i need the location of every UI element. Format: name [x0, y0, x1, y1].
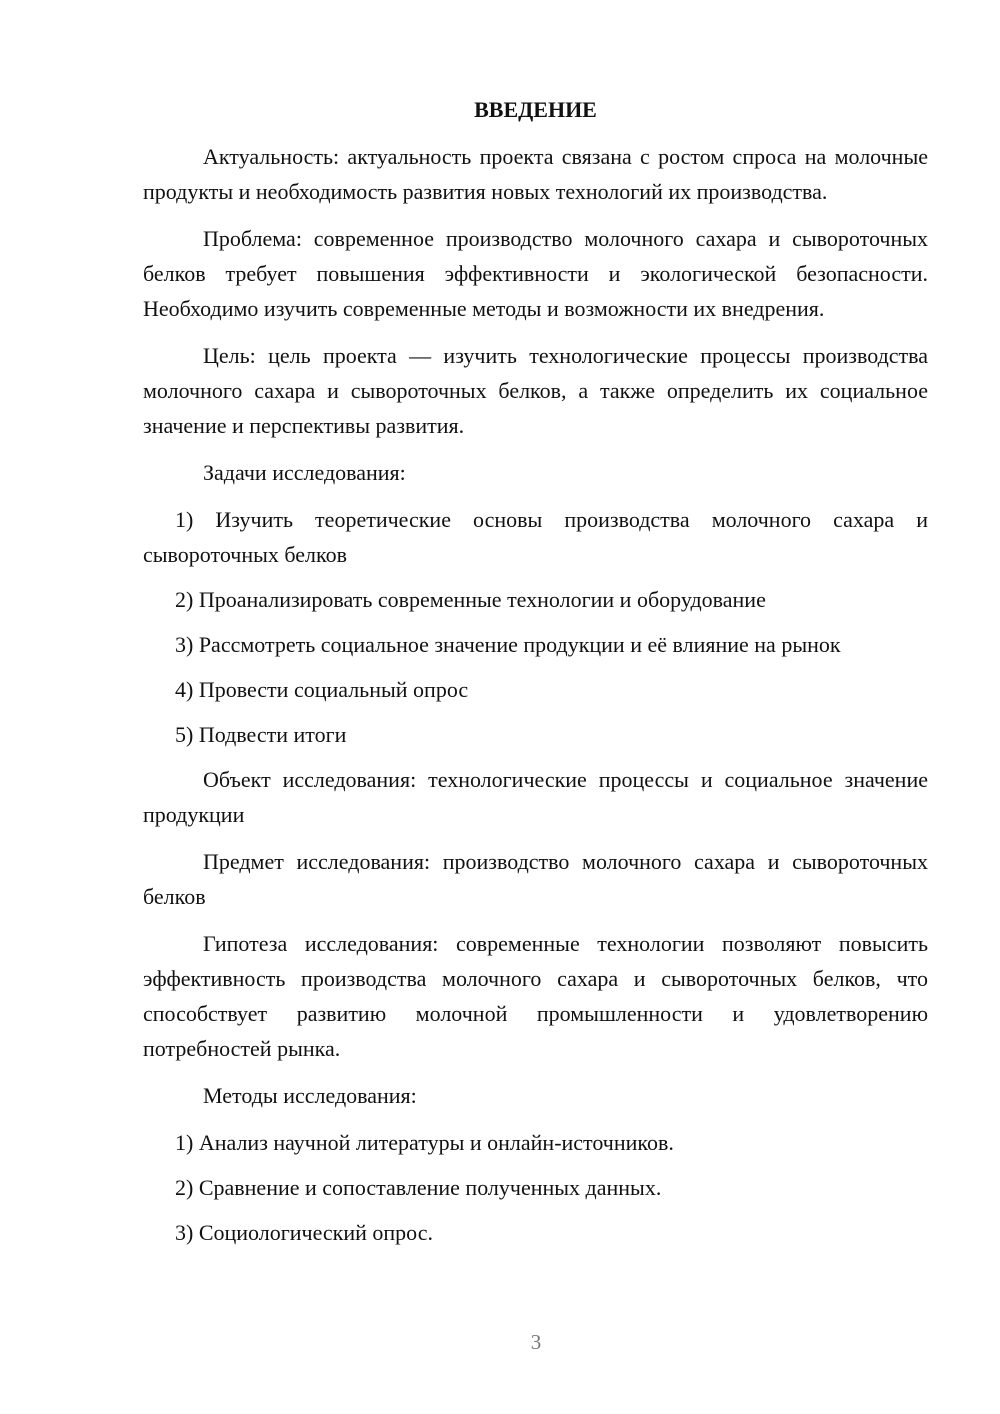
- task-item: 1) Изучить теоретические основы производства молочного сахара и сывороточных белков: [143, 507, 928, 567]
- task-item: 3) Рассмотреть социальное значение продукции и её влияние на рынок: [175, 632, 841, 657]
- task-item: 5) Подвести итоги: [175, 722, 347, 747]
- subject-paragraph: Предмет исследования: производство молочного сахара и сывороточных белков: [143, 849, 928, 909]
- task-item: 2) Проанализировать современные технологии и оборудование: [175, 587, 766, 612]
- method-item: 3) Социологический опрос.: [175, 1220, 433, 1245]
- section-heading: ВВЕДЕНИЕ: [474, 97, 597, 122]
- method-item: 1) Анализ научной литературы и онлайн-источников.: [175, 1130, 674, 1155]
- relevance-paragraph: Актуальность: актуальность проекта связана с ростом спроса на молочные продукты и необходимость развития новых технологий их производства.: [143, 144, 928, 204]
- tasks-title: Задачи исследования:: [203, 460, 406, 485]
- page-number: 3: [530, 1330, 542, 1354]
- methods-title: Методы исследования:: [203, 1083, 417, 1108]
- object-paragraph: Объект исследования: технологические процессы и социальное значение продукции: [143, 767, 928, 827]
- method-item: 2) Сравнение и сопоставление полученных данных.: [175, 1175, 662, 1200]
- hypothesis-paragraph: Гипотеза исследования: современные технологии позволяют повысить эффективность производства молочного сахара и сывороточных белков, что способствует развитию молочной промышленности и удовлетворению потребностей рынка.: [143, 931, 928, 1061]
- document-page: [143, 92, 928, 1260]
- goal-paragraph: Цель: цель проекта — изучить технологические процессы производства молочного сахара и сывороточных белков, а также определить их социальное значение и перспективы развития.: [143, 343, 928, 438]
- task-item: 4) Провести социальный опрос: [175, 677, 469, 702]
- problem-paragraph: Проблема: современное производство молочного сахара и сывороточных белков требует повышения эффективности и экологической безопасности. Необходимо изучить современные методы и возможности их внедрения.: [143, 226, 928, 321]
